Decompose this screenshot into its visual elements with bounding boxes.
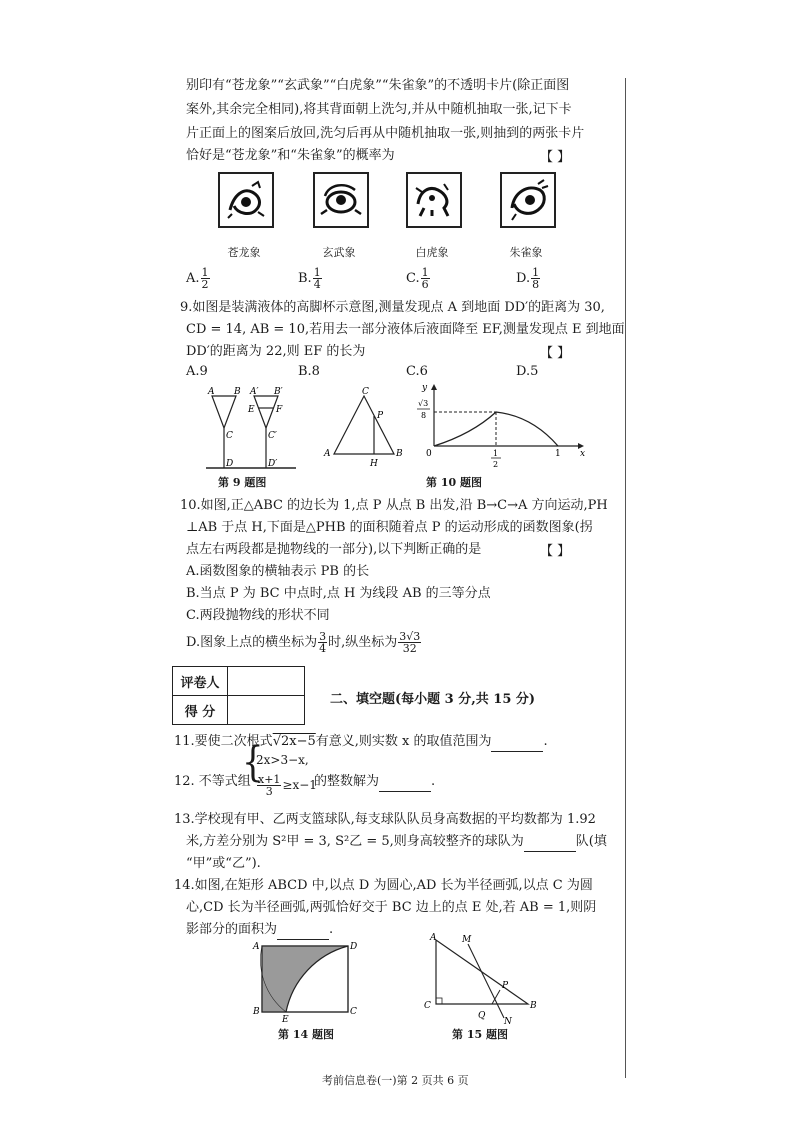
numerator: 1 bbox=[532, 266, 540, 279]
q9-option-a: A.9 bbox=[186, 364, 208, 379]
q14-line3-text: 影部分的面积为 bbox=[186, 922, 278, 937]
q14-end: . bbox=[329, 922, 334, 937]
q14-line1: 14.如图,在矩形 ABCD 中,以点 D 为圆心,AD 长为半径画弧,以点 C 为圆 bbox=[174, 878, 593, 893]
q14-line3 bbox=[186, 920, 333, 940]
card-baihu bbox=[406, 172, 462, 228]
q11 bbox=[174, 732, 548, 752]
q10-line3: 点左右两段都是抛物线的一部分),以下判断正确的是 bbox=[186, 542, 482, 557]
q9-line3: DD′的距离为 22,则 EF 的长为 bbox=[186, 344, 366, 359]
figure-15-triangle bbox=[420, 932, 544, 1026]
label-A-prime: A′ bbox=[250, 387, 259, 397]
q11-answer-blank[interactable] bbox=[491, 737, 543, 752]
label-B: B bbox=[396, 449, 403, 459]
q10-answer-bracket: 【 】 bbox=[540, 544, 571, 559]
q12-post bbox=[314, 772, 435, 792]
q12-post-text: 的整数解为 bbox=[314, 774, 380, 789]
label-F: F bbox=[276, 405, 283, 415]
numerator: 1 bbox=[421, 266, 429, 279]
figure-9-caption: 第 9 题图 bbox=[218, 476, 267, 489]
q10-line1: 10.如图,正△ABC 的边长为 1,点 P 从点 B 出发,沿 B→C→A 方向运动,PH bbox=[180, 498, 608, 513]
origin-label: 0 bbox=[426, 449, 432, 459]
score-field[interactable] bbox=[228, 696, 305, 725]
q12-answer-blank[interactable] bbox=[379, 777, 431, 792]
q12-ineq2 bbox=[256, 772, 317, 798]
label-A: A bbox=[430, 933, 437, 943]
card-zhuque bbox=[500, 172, 556, 228]
right-margin-rule bbox=[625, 78, 626, 1078]
label-D: D bbox=[350, 942, 358, 952]
denominator: 4 bbox=[319, 642, 327, 655]
option-label: B. bbox=[298, 271, 312, 286]
q11-post: 有意义,则实数 x 的取值范围为 bbox=[315, 734, 492, 749]
score-table bbox=[172, 666, 305, 725]
q10-line2: ⊥AB 于点 H,下面是△PHB 的面积随着点 P 的运动形成的函数图象(拐 bbox=[186, 520, 593, 535]
label-P: P bbox=[502, 981, 509, 991]
card-caption-canglong: 苍龙象 bbox=[227, 246, 261, 259]
option-label: A. bbox=[186, 271, 200, 286]
card-canglong bbox=[218, 172, 274, 228]
axis-x-label: x bbox=[580, 449, 586, 459]
option-label: C. bbox=[406, 271, 420, 286]
q13-line1: 13.学校现有甲、乙两支篮球队,每支球队队员身高数据的平均数都为 1.92 bbox=[174, 812, 596, 827]
option-d-text-mid: 时,纵坐标为 bbox=[328, 635, 398, 650]
q13-line2-end: 队(填 bbox=[575, 834, 607, 849]
label-P: P bbox=[377, 411, 384, 421]
q11-radical: √2x−5 bbox=[272, 734, 316, 749]
q13-line2 bbox=[186, 832, 607, 852]
denominator: 2 bbox=[201, 278, 209, 291]
label-D: D bbox=[226, 459, 234, 469]
option-d-text: D.图象上点的横坐标为 bbox=[186, 635, 318, 650]
q13-line3: “甲”或“乙”). bbox=[186, 856, 261, 871]
figure-14-rectangle bbox=[250, 940, 360, 1024]
label-H: H bbox=[370, 459, 378, 469]
card-caption-zhuque: 朱雀象 bbox=[509, 246, 543, 259]
label-B: B bbox=[253, 1007, 260, 1017]
label-M: M bbox=[462, 935, 472, 945]
q8-answer-bracket: 【 】 bbox=[540, 150, 571, 165]
q10-option-b: B.当点 P 为 BC 中点时,点 H 为线段 AB 的三等分点 bbox=[186, 586, 491, 601]
figure-10-graph bbox=[412, 382, 588, 470]
label-B: B bbox=[234, 387, 241, 397]
q12-ineq1: 2x>3−x, bbox=[256, 753, 309, 767]
page-footer: 考前信息卷(一)第 2 页共 6 页 bbox=[322, 1074, 469, 1087]
numerator: 1 bbox=[201, 266, 209, 279]
q8-line1: 别印有“苍龙象”“玄武象”“白虎象”“朱雀象”的不透明卡片(除正面图 bbox=[186, 78, 570, 93]
tiger-emblem-icon bbox=[408, 174, 460, 226]
q10-option-d bbox=[186, 628, 422, 658]
label-A: A bbox=[208, 387, 215, 397]
q8-line4: 恰好是“苍龙象”和“朱雀象”的概率为 bbox=[186, 148, 395, 163]
q11-pre: 11.要使二次根式 bbox=[174, 734, 273, 749]
dragon-emblem-icon bbox=[220, 174, 272, 226]
tick-half-den: 2 bbox=[493, 460, 499, 469]
bird-emblem-icon bbox=[502, 174, 554, 226]
q10-option-c: C.两段抛物线的形状不同 bbox=[186, 608, 330, 623]
denominator: 32 bbox=[402, 642, 417, 655]
q14-line2: 心,CD 长为半径画弧,两弧恰好交于 BC 边上的点 E 处,若 AB = 1,则阴 bbox=[186, 900, 597, 915]
figure-10-triangle bbox=[322, 384, 408, 470]
numerator: 3√3 bbox=[399, 630, 421, 643]
denominator: 8 bbox=[532, 278, 540, 291]
label-D-prime: D′ bbox=[268, 459, 278, 469]
card-xuanwu bbox=[313, 172, 369, 228]
q8-line2: 案外,其余完全相同),将其背面朝上洗匀,并从中随机抽取一张,记下卡 bbox=[186, 102, 572, 117]
figure-14-caption: 第 14 题图 bbox=[278, 1028, 334, 1041]
card-caption-baihu: 白虎象 bbox=[415, 246, 449, 259]
grader-field[interactable] bbox=[228, 667, 305, 696]
q8-option-b bbox=[298, 266, 323, 292]
numerator: 1 bbox=[313, 266, 321, 279]
axis-y-label: y bbox=[422, 383, 428, 393]
label-C: C bbox=[226, 431, 233, 441]
q9-line2: CD = 14, AB = 10,若用去一部分液体后液面降至 EF,测量发现点 E 到地面 bbox=[186, 322, 625, 337]
q9-option-c: C.6 bbox=[406, 364, 428, 379]
q9-option-d: D.5 bbox=[516, 364, 539, 379]
label-E: E bbox=[282, 1015, 289, 1024]
q13-line2-text: 米,方差分别为 S²甲 = 3, S²乙 = 5,则身高较整齐的球队为 bbox=[186, 834, 524, 849]
figure-9-goblets bbox=[196, 384, 306, 474]
q9-answer-bracket: 【 】 bbox=[540, 346, 571, 361]
q13-answer-blank[interactable] bbox=[524, 837, 576, 852]
option-label: D. bbox=[516, 271, 531, 286]
label-Q: Q bbox=[478, 1011, 486, 1021]
card-caption-xuanwu: 玄武象 bbox=[322, 246, 356, 259]
label-C-prime: C′ bbox=[268, 431, 277, 441]
q8-line3: 片正面上的图案后放回,洗匀后再从中随机抽取一张,则抽到的两张卡片 bbox=[186, 126, 585, 141]
tick-half-num: 1 bbox=[493, 449, 499, 458]
figure-10-caption: 第 10 题图 bbox=[426, 476, 482, 489]
figure-15-caption: 第 15 题图 bbox=[452, 1028, 508, 1041]
grader-label: 评卷人 bbox=[173, 667, 228, 696]
q11-end: . bbox=[543, 734, 548, 749]
label-N: N bbox=[504, 1017, 512, 1026]
q10-option-a: A.函数图象的横轴表示 PB 的长 bbox=[186, 564, 370, 579]
label-A: A bbox=[253, 942, 260, 952]
q14-answer-blank[interactable] bbox=[277, 925, 329, 940]
ymax-den: 8 bbox=[421, 411, 427, 420]
q8-option-c bbox=[406, 266, 431, 292]
q12-brace: { bbox=[242, 739, 264, 787]
numerator: x+1 bbox=[258, 773, 281, 786]
section-2-title: 二、填空题(每小题 3 分,共 15 分) bbox=[330, 692, 536, 707]
ymax-num: √3 bbox=[418, 399, 429, 408]
tortoise-emblem-icon bbox=[315, 174, 367, 226]
label-A: A bbox=[324, 449, 331, 459]
label-B-prime: B′ bbox=[274, 387, 283, 397]
label-B: B bbox=[530, 1001, 537, 1011]
q8-option-d bbox=[516, 266, 541, 292]
score-label: 得 分 bbox=[173, 696, 228, 725]
q9-option-b: B.8 bbox=[298, 364, 320, 379]
numerator: 3 bbox=[319, 630, 327, 643]
label-E: E bbox=[248, 405, 255, 415]
q12-end: . bbox=[431, 774, 436, 789]
tick-one-label: 1 bbox=[555, 449, 561, 459]
q12-pre: 12. 不等式组 bbox=[174, 774, 251, 789]
denominator: 6 bbox=[421, 278, 429, 291]
label-C: C bbox=[350, 1007, 357, 1017]
denominator: 4 bbox=[313, 278, 321, 291]
denominator: 3 bbox=[265, 785, 273, 798]
q12-ineq2-rhs: ≥x−1 bbox=[282, 778, 317, 792]
label-C: C bbox=[424, 1001, 431, 1011]
q8-option-a bbox=[186, 266, 211, 292]
label-C: C bbox=[362, 387, 369, 397]
q9-line1: 9.如图是装满液体的高脚杯示意图,测量发现点 A 到地面 DD′的距离为 30, bbox=[180, 300, 605, 315]
